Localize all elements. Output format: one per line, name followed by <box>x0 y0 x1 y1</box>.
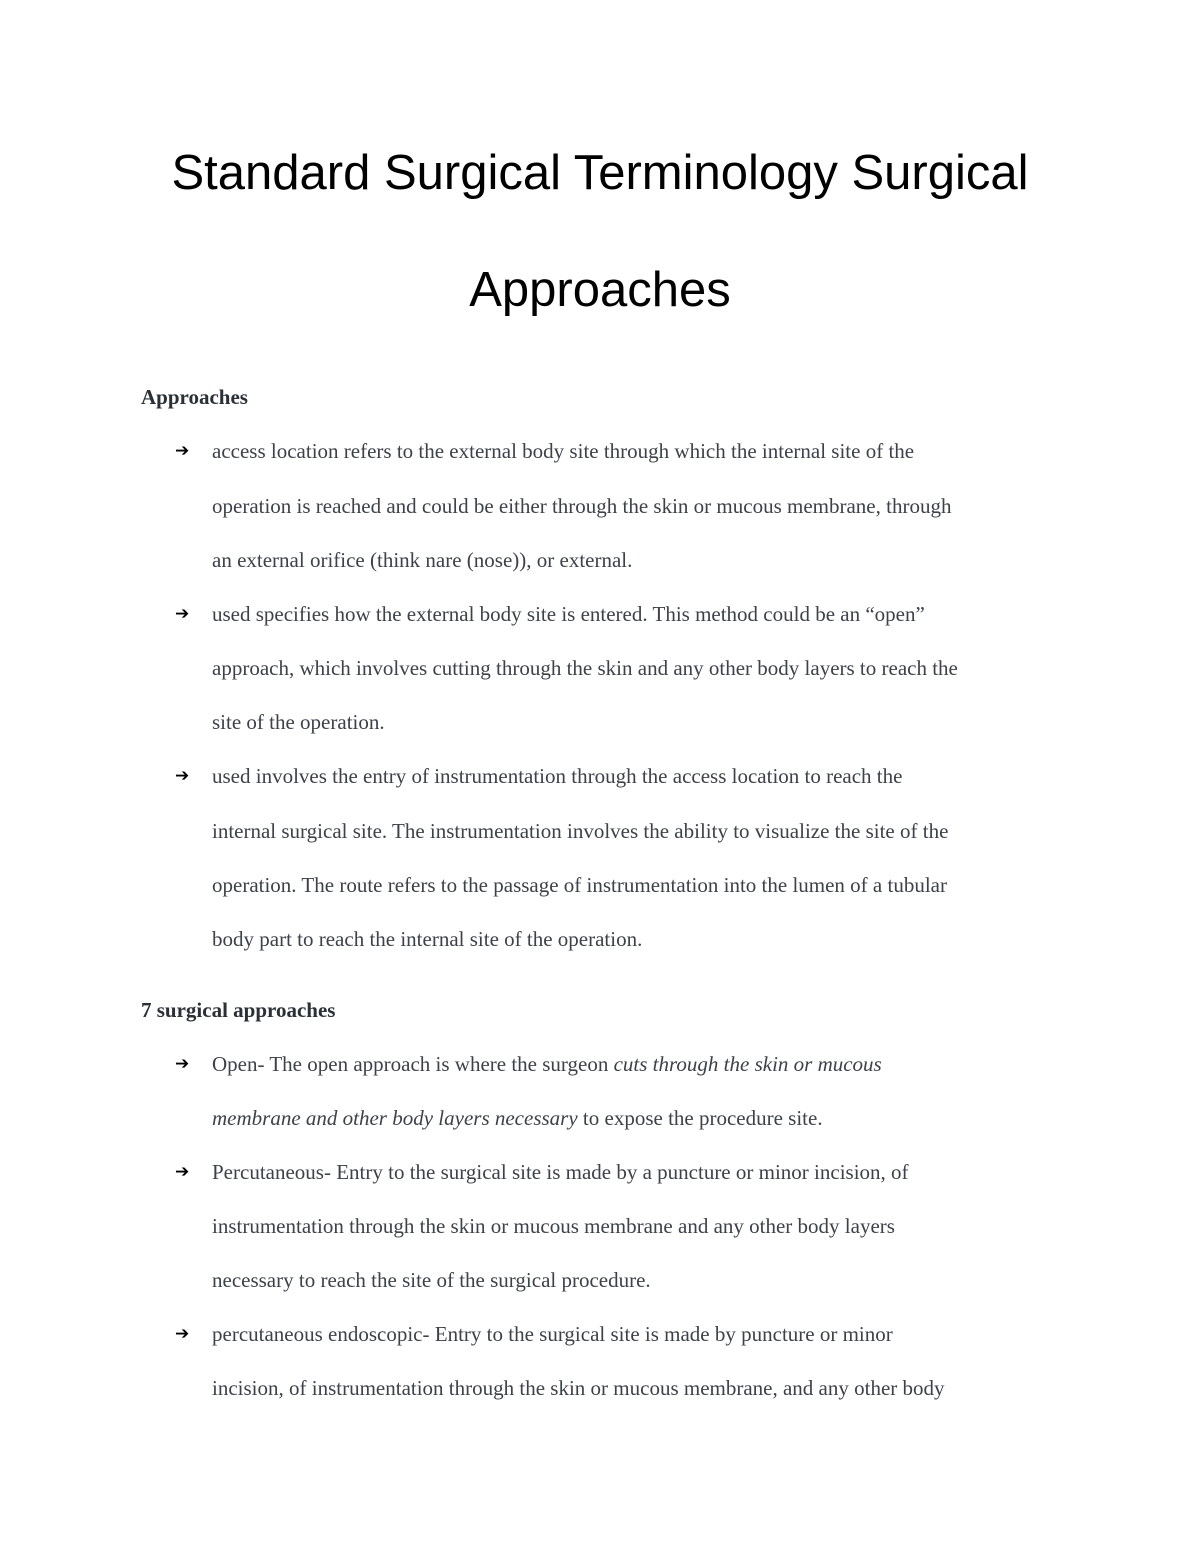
list-item-line: operation is reached and could be either through the skin or mucous membrane, through <box>212 494 952 518</box>
document-title-line-2: Approaches <box>469 263 731 317</box>
document-title-line-1: Standard Surgical Terminology Surgical <box>171 146 1029 200</box>
list-item-line: used involves the entry of instrumentation through the access location to reach the <box>212 764 903 788</box>
list-item-line: site of the operation. <box>212 710 385 734</box>
list-item-line: incision, of instrumentation through the skin or mucous membrane, and any other body <box>212 1376 945 1400</box>
list-item-line: an external orifice (think nare (nose)), or external. <box>212 548 633 572</box>
arrow-bullet-icon: ➔ <box>175 604 190 624</box>
list-item-line: instrumentation through the skin or mucous membrane and any other body layers <box>212 1214 895 1238</box>
list-item-line: necessary to reach the site of the surgical procedure. <box>212 1268 651 1292</box>
list-item-line: used specifies how the external body site is entered. This method could be an “open” <box>212 602 925 626</box>
list-item-line: approach, which involves cutting through the skin and any other body layers to reach the <box>212 656 958 680</box>
open-approach-text: Open- The open approach is where the surgeon <box>212 1052 614 1076</box>
section-heading-approaches: Approaches <box>141 385 248 409</box>
arrow-bullet-icon: ➔ <box>175 1162 190 1182</box>
list-item-line <box>212 1049 882 1079</box>
section-heading-seven-surgical-approaches: 7 surgical approaches <box>141 998 336 1022</box>
arrow-bullet-icon: ➔ <box>175 1324 190 1344</box>
open-approach-emphasis: membrane and other body layers necessary <box>212 1106 578 1130</box>
list-item-line: operation. The route refers to the passage of instrumentation into the lumen of a tubular <box>212 873 947 897</box>
open-approach-text: to expose the procedure site. <box>577 1106 823 1130</box>
arrow-bullet-icon: ➔ <box>175 441 190 461</box>
list-item-line: Percutaneous- Entry to the surgical site is made by a puncture or minor incision, of <box>212 1160 909 1184</box>
arrow-bullet-icon: ➔ <box>175 766 190 786</box>
list-item-line: body part to reach the internal site of the operation. <box>212 927 643 951</box>
list-item-line: access location refers to the external body site through which the internal site of the <box>212 439 915 463</box>
list-item-line: internal surgical site. The instrumentation involves the ability to visualize the site of the <box>212 819 949 843</box>
arrow-bullet-icon: ➔ <box>175 1054 190 1074</box>
open-approach-emphasis: cuts through the skin or mucous <box>613 1052 882 1076</box>
list-item-line <box>212 1103 823 1133</box>
list-item-line: percutaneous endoscopic- Entry to the surgical site is made by puncture or minor <box>212 1322 893 1346</box>
